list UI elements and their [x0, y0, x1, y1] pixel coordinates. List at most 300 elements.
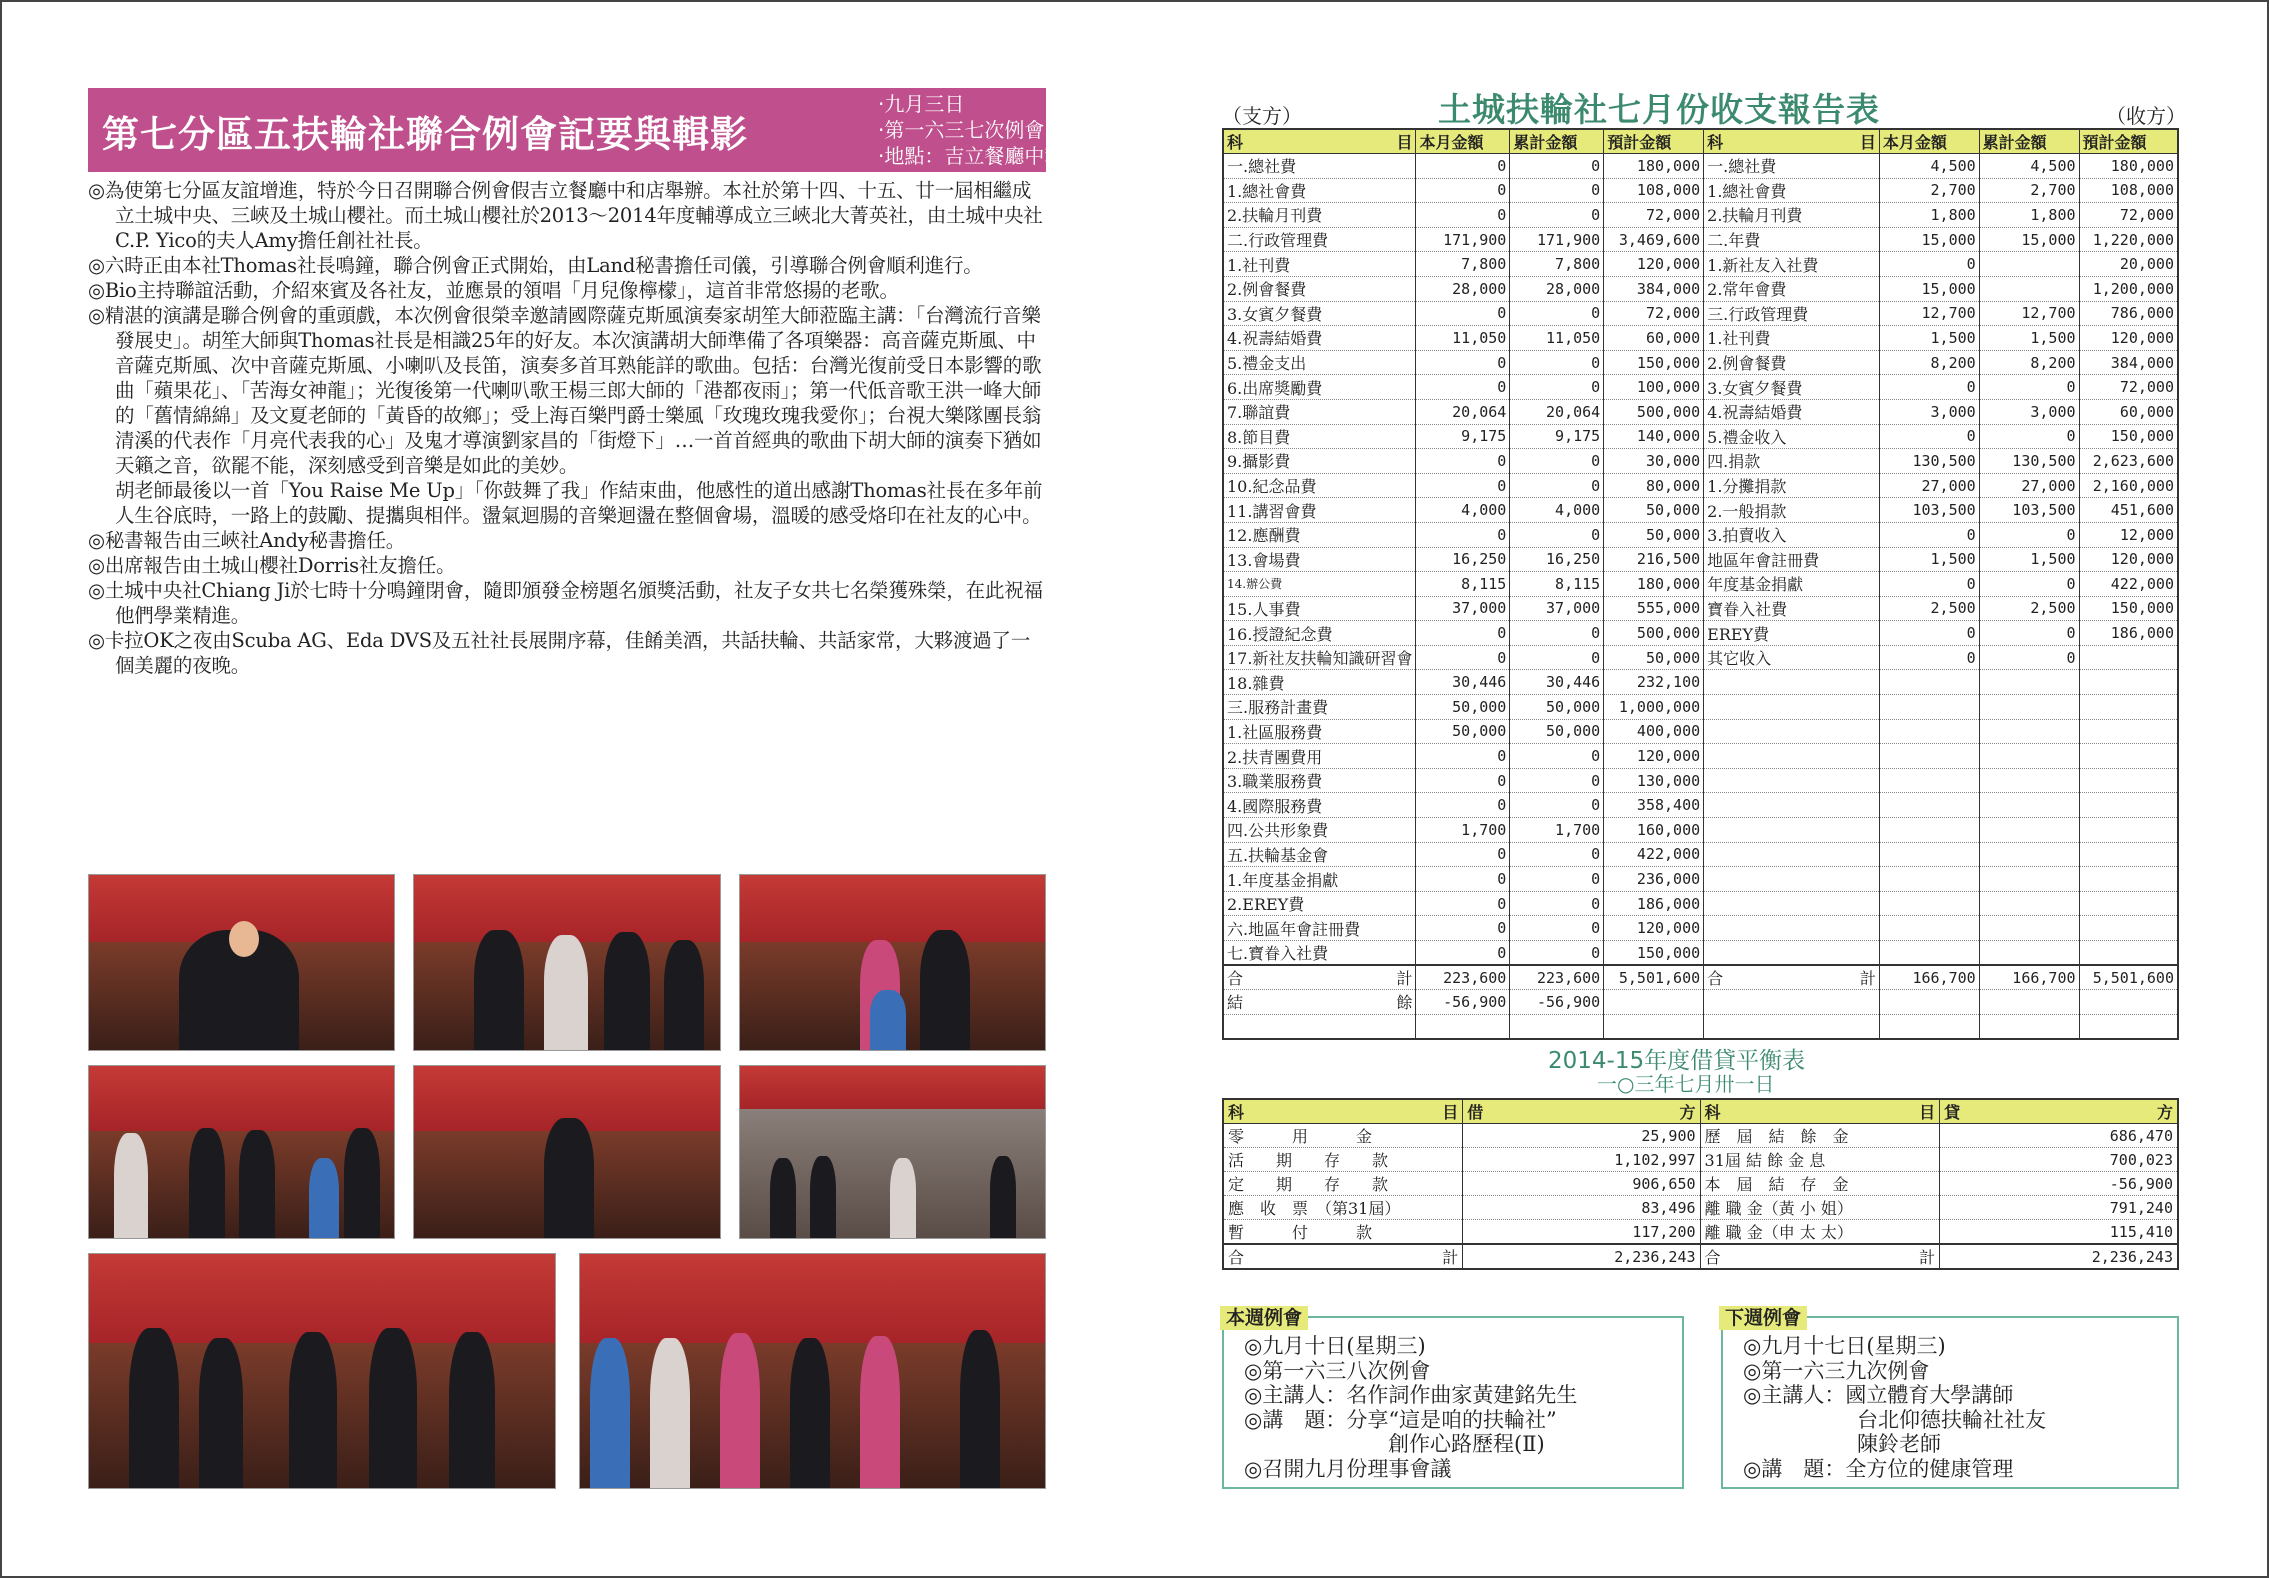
income-amount — [1879, 867, 1979, 892]
balance-header-row — [1223, 1099, 2178, 1124]
empty-cell — [1704, 1014, 1880, 1039]
expense-amount: 0 — [1510, 867, 1604, 892]
income-amount: 8,200 — [1879, 350, 1979, 375]
expense-amount: 0 — [1416, 178, 1510, 203]
empty-cell — [1704, 990, 1880, 1015]
balance-total-row — [1223, 1244, 2178, 1269]
expense-amount: 422,000 — [1604, 842, 1704, 867]
income-amount: 384,000 — [2079, 350, 2178, 375]
income-item: 三.行政管理費 — [1704, 301, 1880, 326]
income-item — [1704, 744, 1880, 769]
expense-amount: 0 — [1510, 203, 1604, 228]
empty-cell — [2079, 990, 2178, 1015]
credit-item: 本 屆 結 存 金 — [1700, 1172, 1940, 1196]
expense-amount: 9,175 — [1510, 424, 1604, 449]
header-subject — [1223, 129, 1416, 154]
income-amount: 1,500 — [1979, 326, 2079, 351]
expense-item: 1.年度基金捐獻 — [1223, 867, 1416, 892]
expense-amount: 20,064 — [1510, 399, 1604, 424]
income-amount — [1979, 719, 2079, 744]
expense-item: 17.新社友扶輪知識研習會 — [1223, 645, 1416, 670]
income-total: 5,501,600 — [2079, 965, 2178, 990]
income-amount: 1,200,000 — [2079, 276, 2178, 301]
income-item: 年度基金捐獻 — [1704, 572, 1880, 597]
balance-row — [1223, 1124, 2178, 1148]
income-amount: 0 — [1979, 645, 2079, 670]
income-item: 2.一般捐款 — [1704, 498, 1880, 523]
income-amount — [2079, 916, 2178, 941]
income-amount — [2079, 670, 2178, 695]
next-week-meeting-box — [1721, 1307, 2179, 1489]
expense-amount: 0 — [1416, 645, 1510, 670]
income-item: EREY費 — [1704, 621, 1880, 646]
balance-date: 一○三年七月卅一日 — [1597, 1072, 1775, 1096]
income-amount: 60,000 — [2079, 399, 2178, 424]
expense-amount: 130,000 — [1604, 768, 1704, 793]
meeting-info — [878, 91, 1084, 169]
expense-item: 13.會場費 — [1223, 547, 1416, 572]
expense-amount: 30,446 — [1510, 670, 1604, 695]
expense-item: 16.授證紀念費 — [1223, 621, 1416, 646]
expense-amount: 0 — [1510, 449, 1604, 474]
empty-cell — [1416, 1014, 1510, 1039]
income-amount: 120,000 — [2079, 326, 2178, 351]
income-amount: 0 — [1979, 424, 2079, 449]
income-amount — [1979, 891, 2079, 916]
table-row — [1223, 203, 2178, 228]
surplus-label-b: 餘 — [1396, 993, 1413, 1013]
debit-item: 暫 付 款 — [1223, 1220, 1463, 1245]
expense-amount: 150,000 — [1604, 350, 1704, 375]
table-row — [1223, 768, 2178, 793]
expense-amount: 0 — [1416, 891, 1510, 916]
header-subject-a: 科 — [1707, 133, 1724, 152]
income-amount — [2079, 818, 2178, 843]
income-amount — [1979, 276, 2079, 301]
meeting-number: ‧第一六三七次例會 — [878, 118, 1045, 142]
credit-amount: 686,470 — [1940, 1124, 2178, 1148]
expense-amount: 0 — [1416, 301, 1510, 326]
expense-amount: 30,000 — [1604, 449, 1704, 474]
income-amount: 0 — [1979, 572, 2079, 597]
expense-amount: 3,469,600 — [1604, 227, 1704, 252]
photo-banquet-hall — [739, 1065, 1046, 1239]
income-amount — [2079, 793, 2178, 818]
income-amount: 186,000 — [2079, 621, 2178, 646]
debit-total: 2,236,243 — [1463, 1244, 1700, 1269]
expense-item: 14.辦公費 — [1223, 572, 1416, 597]
income-item: 1.社刊費 — [1704, 326, 1880, 351]
photo-women-singing — [579, 1253, 1046, 1489]
empty-cell — [1979, 990, 2079, 1015]
meeting-location: ‧地點：吉立餐廳中和店 — [878, 144, 1085, 168]
article-paragraph: ◎為使第七分區友誼增進，特於今日召開聯合例會假吉立餐廳中和店舉辦。本社於第十四、十五、廿一屆相繼成立土城中央、三峽及土城山櫻社。而土城山櫻社於2013～2014年度輔導成立三峽北大菁英社，由土城中央社C.P. Yico的夫人Amy擔任創社社長。 — [88, 179, 1043, 252]
expense-item: 2.扶輪月刊費 — [1223, 203, 1416, 228]
income-item: 四.捐款 — [1704, 449, 1880, 474]
income-item: 1.分攤捐款 — [1704, 473, 1880, 498]
surplus-label — [1223, 990, 1416, 1015]
income-amount — [1879, 695, 1979, 720]
expense-amount: 555,000 — [1604, 596, 1704, 621]
expense-amount: 7,800 — [1510, 252, 1604, 277]
expense-amount: 171,900 — [1510, 227, 1604, 252]
expense-amount: 0 — [1510, 621, 1604, 646]
header-cumulative: 累計金額 — [1510, 129, 1604, 154]
article-paragraph: 胡老師最後以一首「You Raise Me Up」「你鼓舞了我」作結束曲，他感性的道出感謝Thomas社長在多年前人生谷底時，一路上的鼓勵、提攜與相伴。盪氣迴腸的音樂迴盪在整個會場，溫暖的感受烙印在社友的心中。 — [115, 479, 1043, 527]
income-amount — [1879, 744, 1979, 769]
expense-amount: 50,000 — [1604, 498, 1704, 523]
income-item: 寶眷入社費 — [1704, 596, 1880, 621]
this-week-meeting-box — [1222, 1307, 1684, 1489]
expense-amount: 0 — [1416, 621, 1510, 646]
expense-amount: 9,175 — [1416, 424, 1510, 449]
surplus-label-a: 結 — [1227, 993, 1244, 1013]
credit-item: 離 職 金（黃 小 姐） — [1700, 1196, 1940, 1220]
article-paragraph: ◎精湛的演講是聯合例會的重頭戲，本次例會很榮幸邀請國際薩克斯風演奏家胡笙大師蒞臨主講：「台灣流行音樂發展史」。胡笙大師與Thomas社長是相識25年的好友。本次演講胡大師準備了各項樂器：高音薩克斯風、中音薩克斯風、次中音薩克斯風、小喇叭及長笛，演奏多首耳熟能詳的歌曲。包括：台灣光復前受日本影響的歌曲「蘋果花」、「苦海女神龍」；光復後第一代喇叭歌王楊三郎大師的「港都夜雨」；第一代低音歌王洪一峰大師的「舊情綿綿」及文夏老師的「黃昏的故鄉」；受上海百樂門爵士樂風「玫瑰玫瑰我愛你」；台視大樂隊團長翁清溪的代表作「月亮代表我的心」及鬼才導演劉家昌的「街燈下」…一首首經典的歌曲下胡大師的演奏下猶如天籟之音，欲罷不能，深刻感受到音樂是如此的美妙。 — [88, 304, 1042, 477]
income-amount: 12,700 — [1979, 301, 2079, 326]
article-paragraph: ◎Bio主持聯誼活動，介紹來賓及各社友，並應景的領唱「月兒像檸檬」，這首非常悠揚的老歌。 — [88, 279, 899, 302]
expense-amount: 500,000 — [1604, 399, 1704, 424]
expense-amount: 180,000 — [1604, 154, 1704, 179]
expense-item: 七.寶眷入社費 — [1223, 941, 1416, 966]
total-label-a: 合 — [1228, 1248, 1245, 1267]
income-amount: 1,500 — [1879, 547, 1979, 572]
expense-amount: 100,000 — [1604, 375, 1704, 400]
income-amount: 130,500 — [1979, 449, 2079, 474]
income-amount: 451,600 — [2079, 498, 2178, 523]
expense-amount: 0 — [1416, 916, 1510, 941]
meeting-line: ◎第一六三九次例會 — [1743, 1358, 1930, 1383]
income-item: 4.祝壽結婚費 — [1704, 399, 1880, 424]
header-subject — [1700, 1099, 1940, 1124]
income-amount — [2079, 695, 2178, 720]
expense-item: 18.雜費 — [1223, 670, 1416, 695]
expense-amount: 500,000 — [1604, 621, 1704, 646]
expense-amount: 1,000,000 — [1604, 695, 1704, 720]
meeting-line: 陳鈴老師 — [1857, 1432, 1941, 1456]
expense-amount: 236,000 — [1604, 867, 1704, 892]
header-subject-b: 目 — [1919, 1103, 1936, 1122]
table-row — [1223, 670, 2178, 695]
income-amount: 3,000 — [1979, 399, 2079, 424]
income-amount — [2079, 719, 2178, 744]
income-amount — [1979, 818, 2079, 843]
header-debit-b: 方 — [1679, 1103, 1696, 1122]
income-amount: 108,000 — [2079, 178, 2178, 203]
income-amount — [1979, 867, 2079, 892]
meeting-line: 創作心路歷程(Ⅱ) — [1388, 1432, 1545, 1456]
table-row — [1223, 744, 2178, 769]
income-amount — [1979, 768, 2079, 793]
debit-amount: 25,900 — [1463, 1124, 1700, 1148]
income-amount: 103,500 — [1879, 498, 1979, 523]
income-amount: 1,220,000 — [2079, 227, 2178, 252]
income-item — [1704, 719, 1880, 744]
expense-amount: 0 — [1510, 941, 1604, 966]
photo-saxophone — [413, 1065, 721, 1239]
income-amount — [1879, 768, 1979, 793]
meeting-line: ◎第一六三八次例會 — [1244, 1358, 1431, 1383]
income-amount — [1879, 916, 1979, 941]
table-row — [1223, 891, 2178, 916]
empty-cell — [2079, 1014, 2178, 1039]
expense-item: 8.節目費 — [1223, 424, 1416, 449]
balance-row — [1223, 1220, 2178, 1245]
expense-label: （支方） — [1222, 104, 1302, 128]
income-amount — [1879, 818, 1979, 843]
header-credit-a: 貸 — [1944, 1103, 1961, 1122]
income-item — [1704, 891, 1880, 916]
income-amount: 1,500 — [1979, 547, 2079, 572]
income-amount: 15,000 — [1879, 227, 1979, 252]
income-amount — [1879, 793, 1979, 818]
income-amount: 0 — [1879, 252, 1979, 277]
income-amount: 2,500 — [1979, 596, 2079, 621]
meeting-line: ◎九月十七日(星期三) — [1743, 1334, 1946, 1358]
income-item — [1704, 916, 1880, 941]
expense-item: 6.出席獎勵費 — [1223, 375, 1416, 400]
income-amount: 2,500 — [1879, 596, 1979, 621]
header-month: 本月金額 — [1416, 129, 1510, 154]
balance-row — [1223, 1196, 2178, 1220]
total-label-b: 計 — [1919, 1248, 1936, 1267]
income-amount: 3,000 — [1879, 399, 1979, 424]
expense-item: 六.地區年會註冊費 — [1223, 916, 1416, 941]
balance-table — [1222, 1098, 2179, 1270]
meeting-line: ◎九月十日(星期三) — [1244, 1334, 1426, 1358]
expense-amount: 140,000 — [1604, 424, 1704, 449]
expense-amount: 160,000 — [1604, 818, 1704, 843]
income-amount: 0 — [1879, 424, 1979, 449]
table-row — [1223, 252, 2178, 277]
income-amount: 786,000 — [2079, 301, 2178, 326]
income-expense-table — [1222, 128, 2179, 1040]
expense-amount: 8,115 — [1510, 572, 1604, 597]
table-row — [1223, 572, 2178, 597]
expense-amount: 8,115 — [1416, 572, 1510, 597]
table-row — [1223, 916, 2178, 941]
income-amount: 72,000 — [2079, 375, 2178, 400]
debit-item: 零 用 金 — [1223, 1124, 1463, 1148]
expense-amount: 171,900 — [1416, 227, 1510, 252]
income-amount: 12,700 — [1879, 301, 1979, 326]
expense-amount: 0 — [1510, 744, 1604, 769]
income-amount: 8,200 — [1979, 350, 2079, 375]
table-row — [1223, 301, 2178, 326]
expense-amount: 0 — [1416, 203, 1510, 228]
expense-amount: 0 — [1510, 645, 1604, 670]
income-amount — [1979, 670, 2079, 695]
expense-amount: 30,446 — [1416, 670, 1510, 695]
income-amount — [2079, 941, 2178, 966]
header-month: 本月金額 — [1879, 129, 1979, 154]
empty-cell — [1879, 1014, 1979, 1039]
table-row — [1223, 522, 2178, 547]
expense-amount: 0 — [1510, 842, 1604, 867]
expense-amount: 120,000 — [1604, 916, 1704, 941]
income-item — [1704, 670, 1880, 695]
photo-group-four — [413, 874, 721, 1051]
article-paragraph: ◎六時正由本社Thomas社長鳴鐘，聯合例會正式開始，由Land秘書擔任司儀，引導聯合例會順利進行。 — [88, 254, 983, 277]
expense-amount: 50,000 — [1510, 719, 1604, 744]
this-week-tag: 本週例會 — [1220, 1306, 1308, 1330]
report-title: 土城扶輪社七月份收支報告表 — [1438, 90, 1880, 129]
meeting-line: 台北仰德扶輪社社友 — [1857, 1407, 2046, 1432]
income-amount: 0 — [1979, 375, 2079, 400]
debit-amount: 117,200 — [1463, 1220, 1700, 1245]
header-debit-a: 借 — [1467, 1103, 1484, 1122]
table-row — [1223, 695, 2178, 720]
article-paragraph: ◎秘書報告由三峽社Andy秘書擔任。 — [88, 529, 406, 552]
expense-amount: 108,000 — [1604, 178, 1704, 203]
expense-amount: 120,000 — [1604, 744, 1704, 769]
table-row — [1223, 621, 2178, 646]
blank-row — [1223, 1014, 2178, 1039]
header-subject — [1223, 1099, 1463, 1124]
income-amount — [1979, 941, 2079, 966]
expense-item: 3.職業服務費 — [1223, 768, 1416, 793]
income-item: 3.拍賣收入 — [1704, 522, 1880, 547]
header-subject — [1704, 129, 1880, 154]
expense-item: 1.社區服務費 — [1223, 719, 1416, 744]
income-amount: 1,800 — [1979, 203, 2079, 228]
article-paragraph: ◎土城中央社Chiang Ji於七時十分鳴鐘閉會，隨即頒發金榜題名頒獎活動，社友子女共七名榮獲殊榮，在此祝福他們學業精進。 — [88, 579, 1043, 627]
expense-amount: 0 — [1510, 916, 1604, 941]
income-item — [1704, 941, 1880, 966]
credit-item: 離 職 金（申 太 太） — [1700, 1220, 1940, 1245]
income-amount: 15,000 — [1879, 276, 1979, 301]
expense-item: 7.聯誼費 — [1223, 399, 1416, 424]
expense-amount: 0 — [1510, 178, 1604, 203]
expense-amount: 1,700 — [1510, 818, 1604, 843]
table-row — [1223, 596, 2178, 621]
expense-amount: 0 — [1510, 793, 1604, 818]
expense-amount: 50,000 — [1604, 522, 1704, 547]
income-item: 1.新社友入社費 — [1704, 252, 1880, 277]
income-amount: 20,000 — [2079, 252, 2178, 277]
total-label-b: 計 — [1396, 969, 1413, 989]
meeting-date: ‧九月三日 — [878, 92, 965, 116]
credit-amount: 700,023 — [1940, 1148, 2178, 1172]
expense-amount: 28,000 — [1416, 276, 1510, 301]
table-row — [1223, 473, 2178, 498]
debit-amount: 906,650 — [1463, 1172, 1700, 1196]
income-amount: 27,000 — [1979, 473, 2079, 498]
expense-amount: 180,000 — [1604, 572, 1704, 597]
expense-amount: 0 — [1416, 522, 1510, 547]
total-row — [1223, 965, 2178, 990]
expense-amount: 0 — [1416, 842, 1510, 867]
income-amount — [2079, 768, 2178, 793]
expense-total: 223,600 — [1416, 965, 1510, 990]
income-amount: 130,500 — [1879, 449, 1979, 474]
photo-award-girl — [739, 874, 1046, 1051]
income-amount: 0 — [1879, 522, 1979, 547]
debit-item: 定 期 存 款 — [1223, 1172, 1463, 1196]
expense-amount: 0 — [1510, 375, 1604, 400]
expense-amount: 0 — [1510, 891, 1604, 916]
income-total: 166,700 — [1879, 965, 1979, 990]
income-amount: 1,800 — [1879, 203, 1979, 228]
credit-item: 歷 屆 結 餘 金 — [1700, 1124, 1940, 1148]
expense-amount: 4,000 — [1416, 498, 1510, 523]
expense-amount: 72,000 — [1604, 203, 1704, 228]
income-amount — [1879, 842, 1979, 867]
expense-amount: 0 — [1416, 449, 1510, 474]
expense-amount: 0 — [1416, 744, 1510, 769]
debit-item: 活 期 存 款 — [1223, 1148, 1463, 1172]
expense-amount: 232,100 — [1604, 670, 1704, 695]
income-amount: 0 — [1879, 572, 1979, 597]
income-amount — [2079, 645, 2178, 670]
income-amount — [2079, 891, 2178, 916]
debit-amount: 1,102,997 — [1463, 1148, 1700, 1172]
expense-amount: 0 — [1416, 473, 1510, 498]
table-row — [1223, 178, 2178, 203]
expense-item: 15.人事費 — [1223, 596, 1416, 621]
income-amount — [1979, 695, 2079, 720]
expense-item: 5.禮金支出 — [1223, 350, 1416, 375]
income-amount: 1,500 — [1879, 326, 1979, 351]
table-row — [1223, 424, 2178, 449]
expense-amount: 11,050 — [1510, 326, 1604, 351]
income-amount — [1879, 719, 1979, 744]
header-cumulative: 累計金額 — [1979, 129, 2079, 154]
expense-amount: 80,000 — [1604, 473, 1704, 498]
expense-item: 一.總社費 — [1223, 154, 1416, 179]
surplus-amount: -56,900 — [1416, 990, 1510, 1015]
table-row — [1223, 842, 2178, 867]
income-amount — [1879, 670, 1979, 695]
next-week-details — [1743, 1334, 2046, 1481]
income-amount: 0 — [1979, 522, 2079, 547]
expense-item: 1.社刊費 — [1223, 252, 1416, 277]
expense-amount: 0 — [1510, 768, 1604, 793]
table-row — [1223, 276, 2178, 301]
photo-speaker — [88, 874, 395, 1051]
header-budget: 預計金額 — [2079, 129, 2178, 154]
income-item — [1704, 695, 1880, 720]
this-week-details — [1244, 1334, 1577, 1481]
credit-amount: 791,240 — [1940, 1196, 2178, 1220]
income-amount: 0 — [1879, 645, 1979, 670]
meeting-line: ◎召開九月份理事會議 — [1244, 1456, 1452, 1481]
income-amount: 12,000 — [2079, 522, 2178, 547]
income-amount: 150,000 — [2079, 424, 2178, 449]
table-row — [1223, 941, 2178, 966]
table-row — [1223, 449, 2178, 474]
expense-amount: 384,000 — [1604, 276, 1704, 301]
article-banner — [88, 88, 1085, 172]
total-label-b: 計 — [1442, 1248, 1459, 1267]
income-amount: 72,000 — [2079, 203, 2178, 228]
income-amount: 2,700 — [1979, 178, 2079, 203]
income-amount — [1879, 941, 1979, 966]
expense-item: 2.例會餐費 — [1223, 276, 1416, 301]
expense-amount: 0 — [1416, 941, 1510, 966]
table-row — [1223, 547, 2178, 572]
income-item: 地區年會註冊費 — [1704, 547, 1880, 572]
expense-item: 4.祝壽結婚費 — [1223, 326, 1416, 351]
expense-amount: 11,050 — [1416, 326, 1510, 351]
expense-amount: 0 — [1510, 350, 1604, 375]
table-row — [1223, 818, 2178, 843]
header-subject-a: 科 — [1227, 133, 1244, 152]
credit-amount: -56,900 — [1940, 1172, 2178, 1196]
income-amount: 2,700 — [1879, 178, 1979, 203]
expense-amount: 1,700 — [1416, 818, 1510, 843]
expense-item: 11.講習會費 — [1223, 498, 1416, 523]
